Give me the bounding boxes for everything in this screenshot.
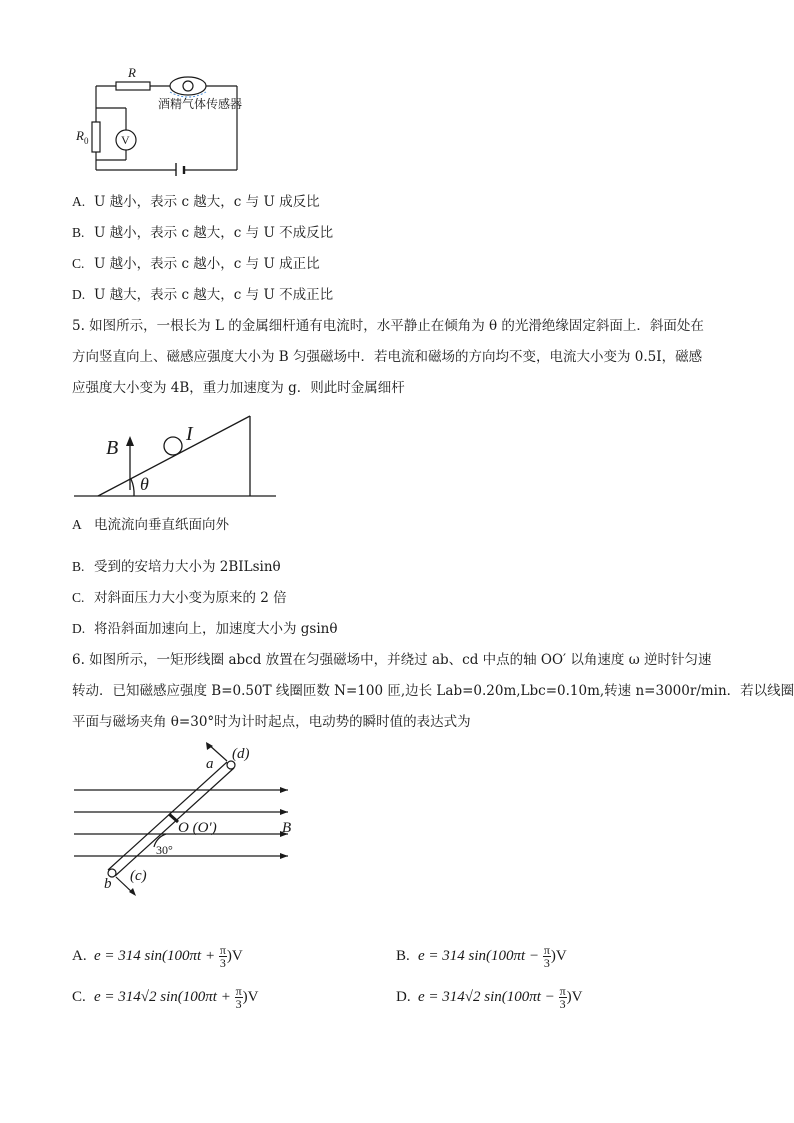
q6-option-b: B. e = 314 sin(100πt − $\frac{\pi}{3}$ )V (396, 943, 567, 971)
fraction: $\frac{\pi}{3}$ (219, 943, 226, 971)
q6-option-a: A. e = 314 sin(100πt + $\frac{\pi}{3}$ )V (72, 943, 243, 971)
q6-stem-line-1: 6. 如图所示，一矩形线圈 abcd 放置在匀强磁场中，并绕过 ab、cd 中点的轴 OO′ 以角速度 ω 逆时针匀速 (72, 652, 712, 668)
q6-stem-line-2: 转动．已知磁感应强度 B=0.50T 线圈匝数 N=100 匝,边长 Lab=0.20m,Lbc=0.10m,转速 n=3000r/min．若以线圈 (72, 683, 794, 699)
sensor-label: 酒精气体传感器 (158, 97, 243, 111)
resistor-r0-subscript: 0 (84, 136, 89, 146)
q6-option-c: C. e = 314√2 sin(100πt + $\frac{\pi}{3}$ )V (72, 984, 259, 1012)
circuit-diagram (70, 62, 250, 176)
fraction: $\frac{\pi}{3}$ (559, 984, 566, 1012)
coil-diagram (70, 738, 310, 904)
q5-stem-line-2: 方向竖直向上、磁感应强度大小为 B 匀强磁场中．若电流和磁场的方向均不变，电流大小变为 0.5I，磁感 (72, 349, 703, 365)
resistor-r0-label: R (76, 128, 84, 143)
q5-option-c: C. 对斜面压力大小变为原来的 2 倍 (72, 590, 287, 606)
q4-option-c: C. U 越小，表示 c 越小，c 与 U 成正比 (72, 256, 320, 272)
coil-c-label: (c) (130, 868, 147, 884)
current-i-label: I (186, 423, 193, 445)
q5-stem-line-1: 5. 如图所示，一根长为 L 的金属细杆通有电流时，水平静止在倾角为 θ 的光滑绝缘固定斜面上．斜面处在 (72, 318, 704, 334)
field-b-label: B (282, 820, 292, 836)
field-b-label: B (106, 437, 119, 459)
incline-diagram (70, 410, 280, 502)
q5-option-a: A 电流流向垂直纸面向外 (72, 517, 229, 533)
q6-stem-line-3: 平面与磁场夹角 θ=30°时为计时起点，电动势的瞬时值的表达式为 (72, 714, 471, 730)
q5-option-d: D. 将沿斜面加速向上，加速度大小为 gsinθ (72, 621, 338, 637)
axis-o-label: O (O′) (178, 820, 217, 836)
q6-option-d: D. e = 314√2 sin(100πt − $\frac{\pi}{3}$ )V (396, 984, 583, 1012)
q4-option-d: D. U 越大，表示 c 越大，c 与 U 不成正比 (72, 287, 334, 303)
voltmeter-label: V (121, 133, 130, 147)
angle-30-label: 30° (156, 843, 173, 857)
angle-theta-label: θ (140, 474, 149, 494)
coil-d-label: (d) (232, 746, 250, 762)
fraction: $\frac{\pi}{3}$ (543, 943, 550, 971)
q5-option-b: B. 受到的安培力大小为 2BILsinθ (72, 559, 281, 575)
q4-option-b: B. U 越小，表示 c 越大，c 与 U 不成反比 (72, 225, 334, 241)
resistor-r-label: R (128, 65, 136, 80)
coil-b-label: b (104, 876, 112, 892)
coil-a-label: a (206, 756, 214, 772)
fraction: $\frac{\pi}{3}$ (235, 984, 242, 1012)
q5-stem-line-3: 应强度大小变为 4B，重力加速度为 g．则此时金属细杆 (72, 380, 405, 396)
q4-option-a: A. U 越小，表示 c 越大，c 与 U 成反比 (72, 194, 320, 210)
